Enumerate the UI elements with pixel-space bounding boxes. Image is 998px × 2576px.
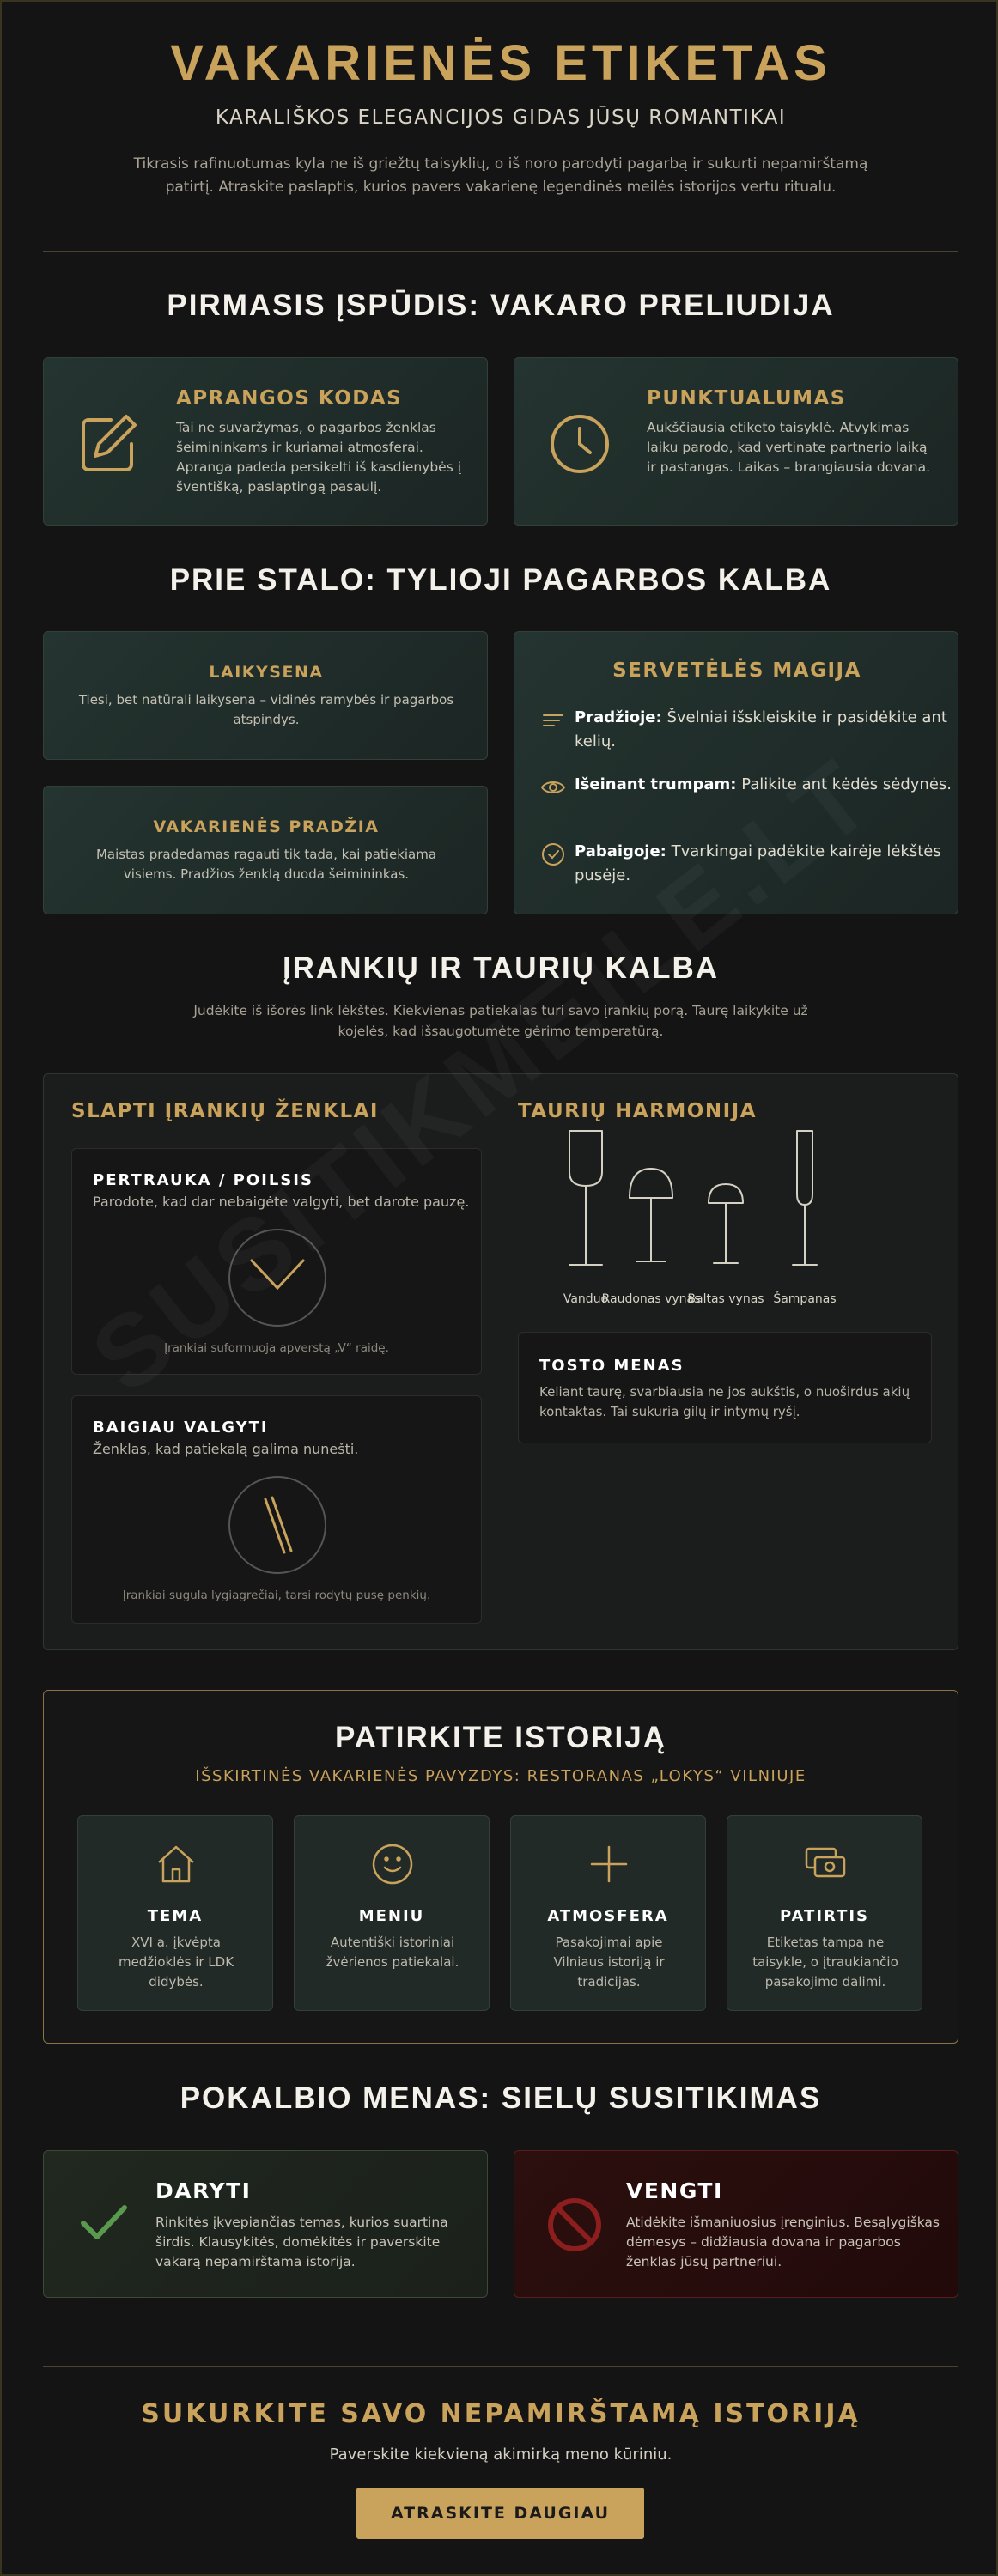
glasses-title: TAURIŲ HARMONIJA: [518, 1100, 757, 1122]
story-card-text: Pasakojimai apie Vilniaus istoriją ir tradicijas.: [553, 1935, 665, 1990]
card-text: Aukščiausia etiketo taisyklė. Atvykimas laiku parodo, kad vertinate partnerio laiką ir pastangas. Laikas – brangiausia dovana.: [647, 420, 931, 475]
toast-title: TOSTO MENAS: [539, 1357, 685, 1375]
toast-text: Keliant taurę, svarbiausia ne jos aukštis, o nuoširdus akių kontaktas. Tai sukuria gilų ir intymų ryšį.: [539, 1384, 910, 1419]
card-avoid: [514, 2150, 958, 2298]
cutlery-v-icon: [228, 1228, 327, 1327]
signals-title: SLAPTI ĮRANKIŲ ŽENKLAI: [71, 1100, 379, 1122]
card-napkin: [514, 631, 958, 914]
glass-label: Baltas vynas: [687, 1292, 764, 1306]
house-icon: [152, 1840, 200, 1892]
card-dress-code: [43, 357, 488, 526]
cash-icon: [801, 1840, 849, 1892]
cta-text: Paverskite kiekvieną akimirką meno kūriniu.: [329, 2445, 672, 2464]
napkin-text: Palikite ant kėdės sėdynės.: [741, 775, 952, 793]
napkin-label: Išeinant trumpam:: [575, 775, 737, 793]
card-text: Maistas pradedamas ragauti tik tada, kai patiekiama visiems. Pradžios ženklą duoda šeimininkas.: [95, 847, 437, 882]
section-title-conversation: POKALBIO MENAS: SIELŲ SUSITIKIMAS: [180, 2081, 822, 2115]
signal-text: Parodote, kad dar nebaigėte valgyti, bet darote pauzę.: [93, 1194, 470, 1210]
ban-icon: [545, 2196, 604, 2257]
story-card-text: Autentiški istoriniai žvėrienos patiekalai.: [326, 1935, 459, 1970]
card-punctuality: [514, 357, 958, 526]
signal-title: PERTRAUKA / POILSIS: [93, 1171, 313, 1189]
story-card-text: XVI a. įkvėpta medžioklės ir LDK didybės.: [118, 1935, 234, 1990]
clock-icon: [547, 411, 612, 477]
card-title: PUNKTUALUMAS: [647, 387, 846, 410]
signal-text: Ženklas, kad patiekalą galima nunešti.: [93, 1441, 359, 1457]
signal-title: BAIGIAU VALGYTI: [93, 1419, 269, 1437]
story-card-text: Etiketas tampa ne taisykle, o įtraukiančio pasakojimo dalimi.: [752, 1935, 898, 1990]
glass-label: Raudonas vynas: [601, 1292, 701, 1306]
napkin-item-leave: [540, 773, 952, 804]
story-card-experience: [727, 1815, 922, 2011]
card-text: Tiesi, bet natūrali laikysena – vidinės ramybės ir pagarbos atspindys.: [78, 692, 454, 727]
story-card-title: TEMA: [147, 1907, 204, 1925]
glass-label: Šampanas: [773, 1292, 837, 1306]
napkin-item-start: [540, 706, 952, 754]
toast-card: [518, 1332, 932, 1443]
story-card-title: MENIU: [358, 1907, 425, 1925]
napkin-text: Tvarkingai padėkite kairėje lėkštės pusėje.: [575, 842, 941, 884]
signal-finished: [71, 1395, 482, 1624]
white-wine-glass-icon: [709, 1184, 743, 1263]
card-dinner-start: [43, 786, 488, 914]
water-glass-icon: [569, 1131, 602, 1265]
signal-caption: Įrankiai suformuoja apverstą „V“ raidę.: [164, 1341, 389, 1355]
cta-title: SUKURKITE SAVO NEPAMIRŠTAMĄ ISTORIJĄ: [141, 2399, 861, 2429]
story-card-theme: [77, 1815, 273, 2011]
cutlery-parallel-icon: [228, 1475, 327, 1575]
glasses-illustration: [552, 1126, 930, 1280]
card-title: LAIKYSENA: [209, 663, 324, 682]
page-subtitle: KARALIŠKOS ELEGANCIJOS GIDAS JŪSŲ ROMANTIKAI: [215, 106, 787, 129]
napkin-item-end: [540, 840, 952, 888]
card-title: VAKARIENĖS PRADŽIA: [153, 817, 380, 836]
champagne-glass-icon: [793, 1131, 817, 1265]
section-title-story: PATIRKITE ISTORIJĄ: [334, 1721, 667, 1754]
card-text: Tai ne suvaržymas, o pagarbos ženklas šeimininkams ir kuriamai atmosferai. Apranga padeda persikelti iš kasdienybės į šventišką, paslaptingą pasaulį.: [176, 420, 462, 495]
tools-panel: [43, 1073, 958, 1650]
story-subtitle: IŠSKIRTINĖS VAKARIENĖS PAVYZDYS: RESTORANAS „LOKYS“ VILNIUJE: [195, 1767, 806, 1785]
lines-icon: [540, 706, 575, 754]
card-title: SERVETĖLĖS MAGIJA: [612, 659, 861, 682]
card-do: [43, 2150, 488, 2298]
napkin-label: Pabaigoje:: [575, 842, 666, 860]
card-text: Rinkitės įkvepiančias temas, kurios suartina širdis. Klausykitės, domėkitės ir paverskite vakarą nepamirštama istorija.: [155, 2215, 448, 2269]
plus-icon: [585, 1840, 633, 1892]
check-circle-icon: [540, 840, 575, 888]
red-wine-glass-icon: [630, 1169, 672, 1261]
divider: [43, 2366, 958, 2367]
discover-more-button[interactable]: ATRASKITE DAUGIAU: [356, 2488, 644, 2539]
card-title: DARYTI: [155, 2178, 252, 2203]
napkin-label: Pradžioje:: [575, 708, 662, 726]
story-card-title: ATMOSFERA: [547, 1907, 669, 1925]
section-title-first-impression: PIRMASIS ĮSPŪDIS: VAKARO PRELIUDIJA: [167, 289, 835, 322]
check-icon: [78, 2201, 130, 2247]
page-title: VAKARIENĖS ETIKETAS: [170, 35, 831, 91]
pencil-icon: [76, 411, 142, 477]
story-card-title: PATIRTIS: [779, 1907, 870, 1925]
tools-intro: Judėkite iš išorės link lėkštės. Kiekvienas patiekalas turi savo įrankių porą. Taurę laikykite už kojelės, kad išsaugotumėte gėrimo temperatūrą.: [193, 1003, 808, 1039]
card-title: VENGTI: [626, 2178, 723, 2203]
smile-icon: [368, 1840, 417, 1892]
story-card-atmosphere: [510, 1815, 706, 2011]
page-intro: Tikrasis rafinuotumas kyla ne iš griežtų taisyklių, o iš noro parodyti pagarbą ir sukurti nepamirštamą patirtį. Atraskite paslaptis, kurios pavers vakarienę legendinės meilės istorijos vertu ritualu.: [133, 155, 868, 196]
story-card-menu: [294, 1815, 490, 2011]
card-text: Atidėkite išmaniuosius įrenginius. Besąlygiškas dėmesys – didžiausia dovana ir pagarbos ženklas jūsų partneriui.: [626, 2215, 940, 2269]
glass-label: Vanduo: [563, 1292, 609, 1306]
section-title-tools: ĮRANKIŲ IR TAURIŲ KALBA: [282, 951, 720, 985]
section-title-at-table: PRIE STALO: TYLIOJI PAGARBOS KALBA: [169, 563, 832, 597]
napkin-text: Švelniai išskleiskite ir pasidėkite ant kelių.: [575, 708, 947, 750]
eye-icon: [540, 773, 575, 804]
signal-pause: [71, 1148, 482, 1375]
card-posture: [43, 631, 488, 760]
divider: [43, 251, 958, 252]
signal-caption: Įrankiai sugula lygiagrečiai, tarsi rodytų pusę penkių.: [122, 1589, 431, 1602]
card-title: APRANGOS KODAS: [176, 387, 403, 410]
